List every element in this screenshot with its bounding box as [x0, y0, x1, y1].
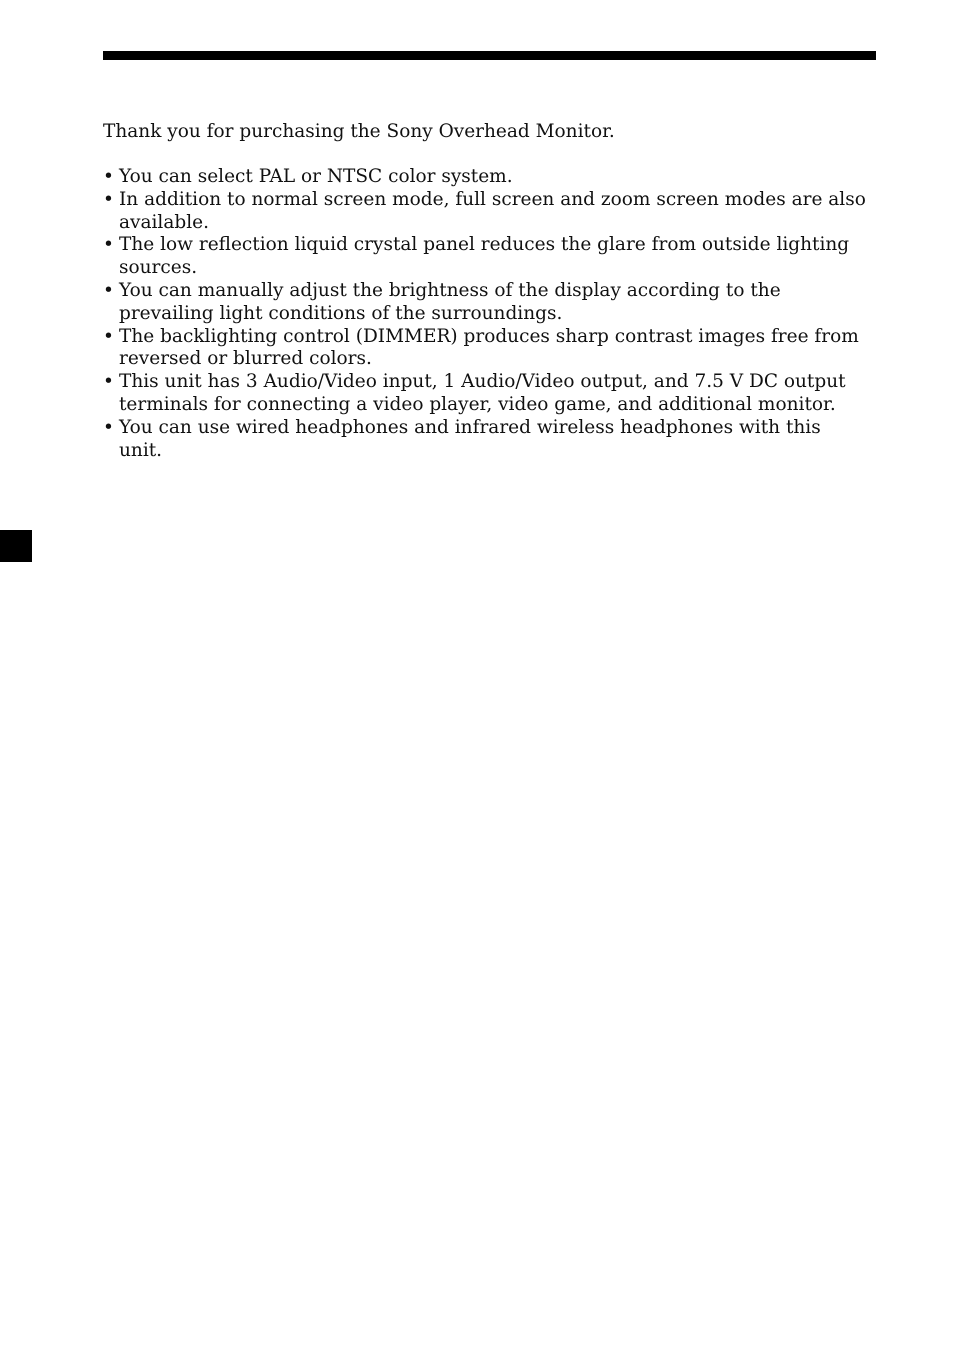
feature-text: You can use wired headphones and infrared wireless headphones with this unit. [119, 416, 821, 461]
feature-item [103, 417, 868, 463]
bullet-icon: • [103, 188, 114, 210]
feature-text: This unit has 3 Audio/Video input, 1 Audio/Video output, and 7.5 V DC output terminals for connecting a video player, video game, and additional monitor. [119, 371, 846, 415]
feature-text: You can select PAL or NTSC color system. [119, 166, 513, 187]
feature-text: The low reflection liquid crystal panel reduces the glare from outside lighting sources. [119, 234, 850, 279]
intro-text: Thank you for purchasing the Sony Overhead Monitor. [103, 121, 615, 142]
feature-item [103, 234, 868, 280]
feature-text: You can manually adjust the brightness of the display according to the prevailing light conditions of the surroundings. [119, 279, 781, 324]
bullet-icon: • [103, 234, 114, 256]
bullet-icon: • [103, 371, 114, 393]
feature-item [103, 189, 868, 235]
feature-item [103, 371, 868, 417]
feature-item [103, 326, 868, 372]
feature-text: In addition to normal screen mode, full screen and zoom screen modes are also available. [119, 188, 866, 233]
bullet-icon: • [103, 416, 114, 438]
feature-item [103, 280, 868, 326]
bullet-icon: • [103, 325, 114, 347]
feature-text: The backlighting control (DIMMER) produces sharp contrast images free from reversed or blurred colors. [119, 325, 859, 370]
side-tab-marker [0, 530, 32, 562]
bullet-icon: • [103, 166, 114, 187]
feature-item [103, 166, 868, 189]
feature-list [103, 166, 868, 462]
bullet-icon: • [103, 279, 114, 301]
top-rule [103, 51, 876, 60]
